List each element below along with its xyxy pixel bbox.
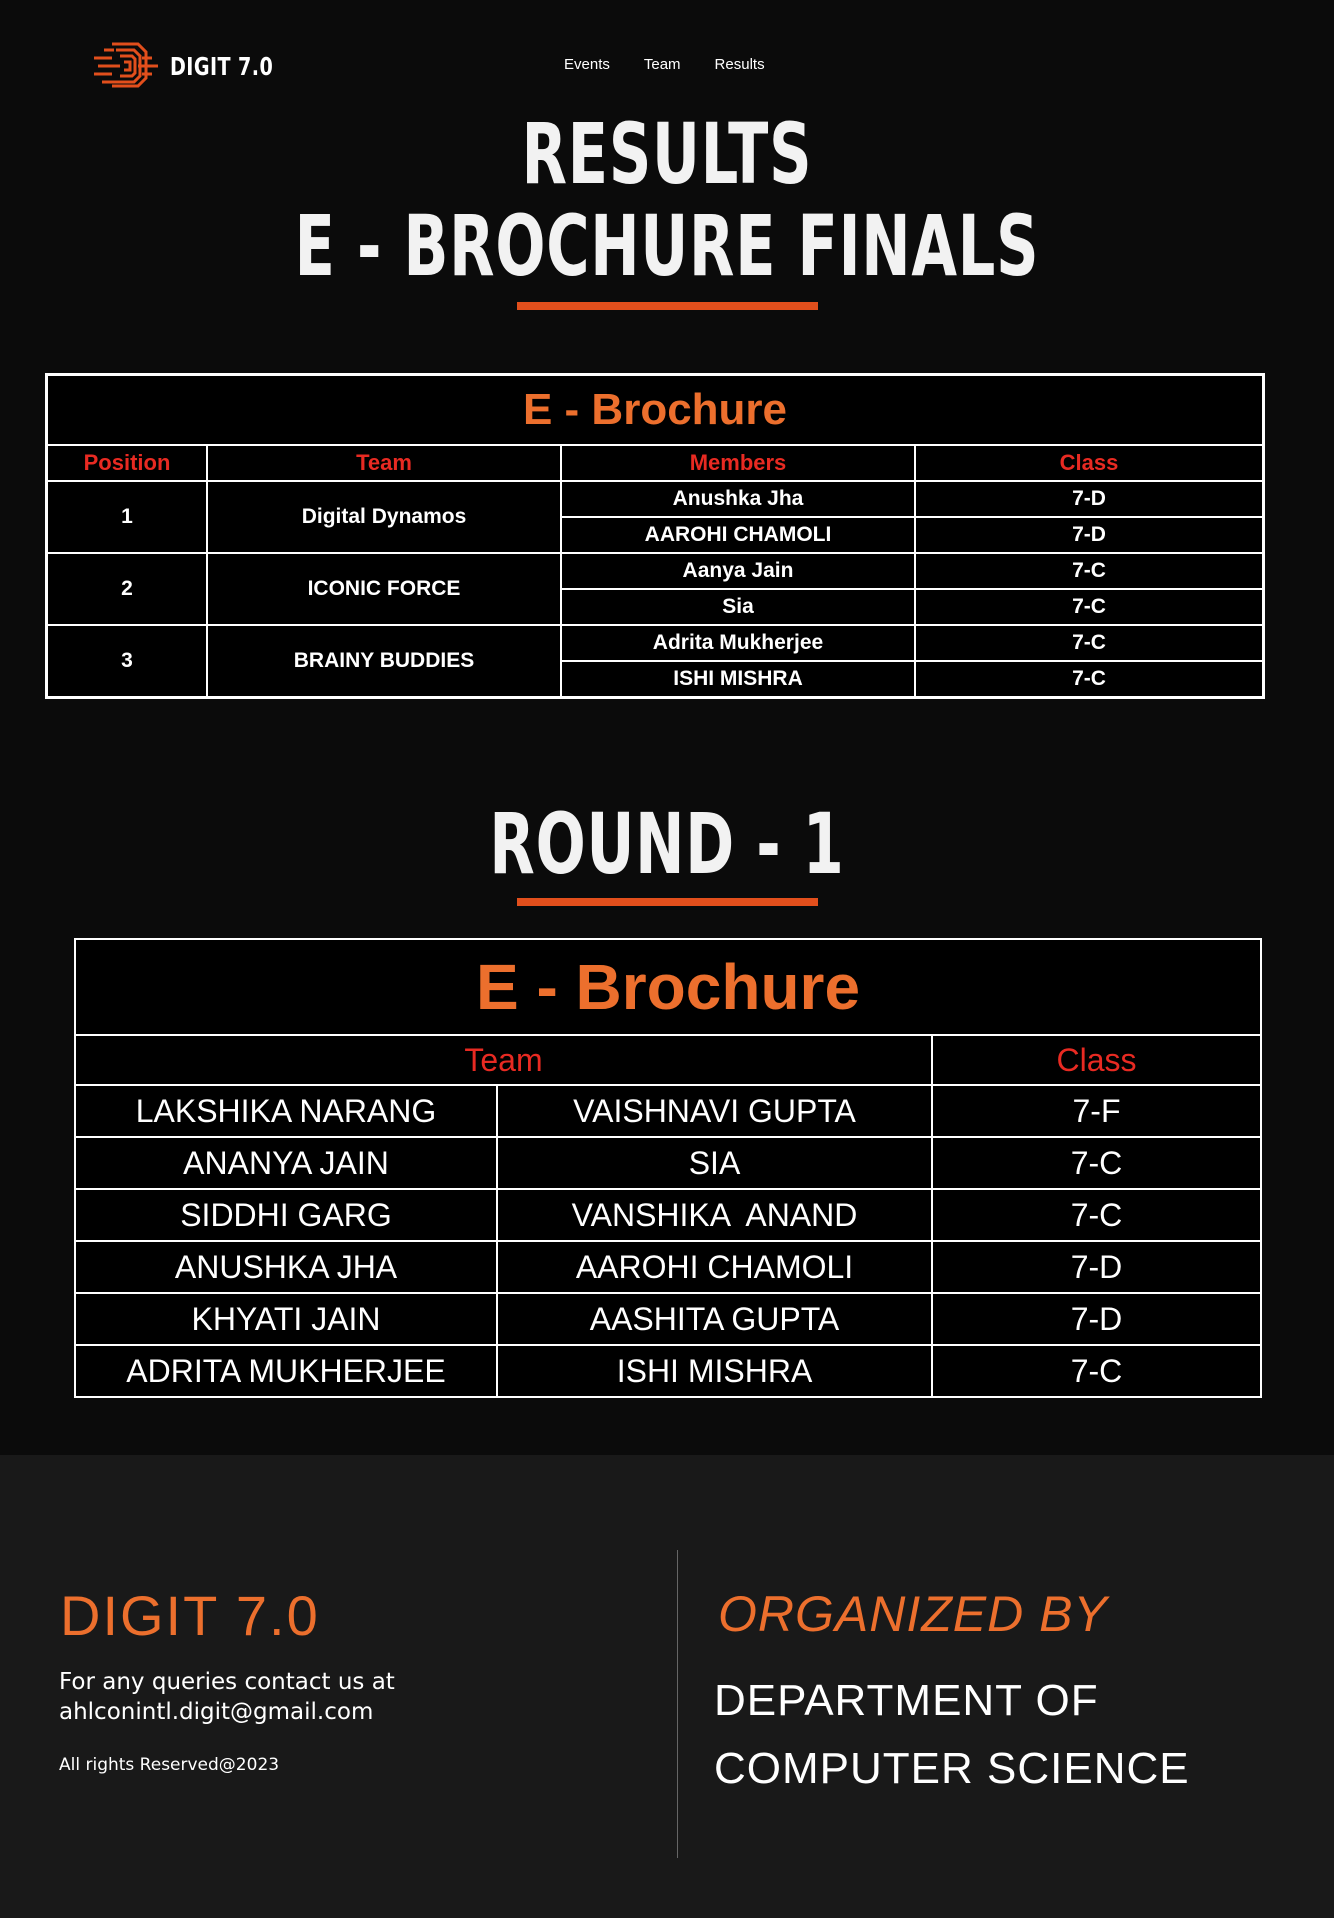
column-header-team: Team (75, 1035, 932, 1085)
class-cell: 7-C (932, 1189, 1261, 1241)
round-heading: ROUND - 1 (489, 795, 845, 893)
finals-heading: E - BROCHURE FINALS (294, 197, 1040, 295)
table-row (75, 1241, 1261, 1293)
finals-results-table (45, 373, 1265, 699)
table-row (75, 1345, 1261, 1397)
member-cell: LAKSHIKA NARANG (75, 1085, 497, 1137)
table-row (75, 1137, 1261, 1189)
footer-contact (59, 1667, 395, 1727)
footer-copyright: All rights Reserved@2023 (59, 1755, 280, 1775)
table-row (75, 1293, 1261, 1345)
heading-underline (517, 302, 818, 310)
member-cell: SIDDHI GARG (75, 1189, 497, 1241)
table-row (47, 625, 1264, 661)
class-cell: 7-C (915, 553, 1264, 589)
column-header-class: Class (915, 445, 1264, 481)
organized-by-heading: ORGANIZED BY (718, 1586, 1108, 1642)
round-results-table (74, 938, 1262, 1398)
member-cell: VANSHIKA ANAND (497, 1189, 932, 1241)
department-name (714, 1667, 1190, 1803)
class-cell: 7-D (932, 1241, 1261, 1293)
contact-text: For any queries contact us at (59, 1669, 395, 1695)
contact-email-link[interactable]: ahlconintl.digit@gmail.com (59, 1699, 374, 1725)
table-caption: E - Brochure (47, 375, 1264, 446)
member-cell: ISHI MISHRA (561, 661, 915, 698)
results-heading: RESULTS (521, 105, 813, 203)
column-header-team: Team (207, 445, 561, 481)
digit-logo-icon (92, 38, 160, 94)
department-line-1: DEPARTMENT OF (714, 1676, 1099, 1725)
class-cell: 7-F (932, 1085, 1261, 1137)
member-cell: VAISHNAVI GUPTA (497, 1085, 932, 1137)
logo[interactable] (92, 38, 291, 94)
team-cell: ICONIC FORCE (207, 553, 561, 625)
column-header-class: Class (932, 1035, 1261, 1085)
nav-team-link[interactable]: Team (643, 56, 681, 73)
member-cell: ISHI MISHRA (497, 1345, 932, 1397)
team-cell: Digital Dynamos (207, 481, 561, 553)
column-header-members: Members (561, 445, 915, 481)
class-cell: 7-C (932, 1345, 1261, 1397)
department-line-2: COMPUTER SCIENCE (714, 1744, 1190, 1793)
member-cell: AAROHI CHAMOLI (497, 1241, 932, 1293)
class-cell: 7-C (915, 589, 1264, 625)
nav-links (564, 56, 765, 73)
logo-text: DIGIT 7.0 (170, 51, 274, 81)
class-cell: 7-C (915, 625, 1264, 661)
team-cell: BRAINY BUDDIES (207, 625, 561, 698)
footer-brand: DIGIT 7.0 (60, 1584, 320, 1647)
member-cell: Sia (561, 589, 915, 625)
table-row (75, 1085, 1261, 1137)
nav-events-link[interactable]: Events (564, 56, 610, 73)
heading-underline (517, 898, 818, 906)
nav-results-link[interactable]: Results (714, 56, 765, 73)
table-row (47, 481, 1264, 517)
member-cell: Adrita Mukherjee (561, 625, 915, 661)
table-row (47, 553, 1264, 589)
position-cell: 1 (47, 481, 208, 553)
column-header-position: Position (47, 445, 208, 481)
class-cell: 7-C (932, 1137, 1261, 1189)
member-cell: ANUSHKA JHA (75, 1241, 497, 1293)
member-cell: ADRITA MUKHERJEE (75, 1345, 497, 1397)
table-row (75, 1189, 1261, 1241)
position-cell: 3 (47, 625, 208, 698)
member-cell: SIA (497, 1137, 932, 1189)
footer (0, 1455, 1334, 1918)
class-cell: 7-D (932, 1293, 1261, 1345)
member-cell: Aanya Jain (561, 553, 915, 589)
footer-divider (677, 1550, 678, 1858)
class-cell: 7-C (915, 661, 1264, 698)
member-cell: AAROHI CHAMOLI (561, 517, 915, 553)
class-cell: 7-D (915, 481, 1264, 517)
member-cell: AASHITA GUPTA (497, 1293, 932, 1345)
member-cell: KHYATI JAIN (75, 1293, 497, 1345)
member-cell: ANANYA JAIN (75, 1137, 497, 1189)
table-caption: E - Brochure (75, 939, 1261, 1035)
class-cell: 7-D (915, 517, 1264, 553)
position-cell: 2 (47, 553, 208, 625)
member-cell: Anushka Jha (561, 481, 915, 517)
